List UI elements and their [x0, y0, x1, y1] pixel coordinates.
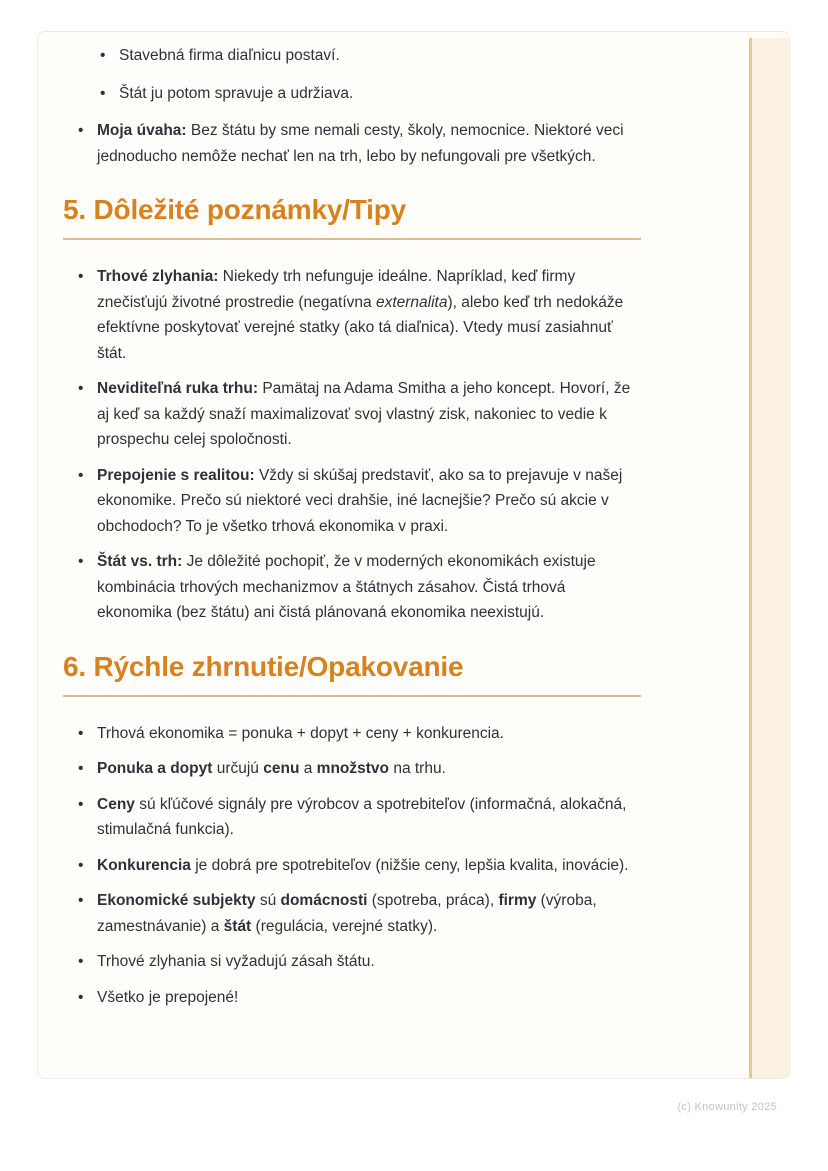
text-segment: Prepojenie s realitou: [97, 466, 255, 484]
text-segment: Niekedy trh nefunguje ideálne. Napríklad, keď firmy znečisťujú životné prostredie (negatívna [97, 268, 576, 311]
text-segment: (regulácia, verejné statky). [251, 917, 438, 935]
list-item [63, 853, 641, 879]
list-item [63, 985, 641, 1011]
text-segment: Ponuka a dopyt [97, 760, 213, 777]
list-item [63, 118, 641, 169]
copyright-footer: (c) Knowunity 2025 [677, 1101, 777, 1113]
text-segment: určujú [212, 760, 264, 777]
text-segment: (spotreba, práca), [367, 892, 499, 909]
list-item [85, 43, 641, 69]
list-item [63, 949, 641, 975]
text-segment: cenu [263, 760, 300, 777]
list-item [63, 376, 641, 453]
list-item [63, 264, 641, 366]
list-item [85, 81, 641, 107]
list-item [63, 888, 641, 939]
text-segment: sú [255, 892, 281, 909]
section-divider [63, 695, 641, 697]
text-segment: množstvo [316, 760, 390, 777]
text-segment: je dobrá pre spotrebiteľov (nižšie ceny, lepšia kvalita, inovácie). [190, 856, 629, 874]
text-segment: Neviditeľná ruka trhu: [97, 380, 259, 397]
text-segment: štát [223, 917, 252, 935]
text-segment: na trhu. [389, 760, 446, 777]
text-segment: Všetko je prepojené! [97, 988, 239, 1006]
text-segment: externalita [375, 293, 448, 311]
list-item [63, 756, 641, 782]
text-segment: Pamätaj na Adama Smitha a jeho koncept. Hovorí, že aj keď sa každý snaží maximalizovať svoj vlastný zisk, nakoniec to vedie k prospechu celej spoločnosti. [97, 380, 631, 448]
page-edge-strip [749, 38, 789, 1078]
text-segment: Stavebná firma diaľnicu postaví. [119, 47, 340, 64]
text-segment: Konkurencia [97, 856, 191, 874]
text-segment: Bez štátu by sme nemali cesty, školy, nemocnice. Niektoré veci jednoducho nemôže nechať len na trh, lebo by nefungovali pre všetkých. [97, 122, 624, 165]
section-heading: 6. Rýchle zhrnutie/Opakovanie [63, 650, 464, 682]
section-divider [63, 238, 641, 240]
section-summary [63, 650, 641, 1011]
section-tips [63, 193, 641, 626]
document-content [63, 43, 641, 1020]
section-heading: 5. Dôležité poznámky/Tipy [63, 194, 407, 225]
text-segment: domácnosti [280, 892, 368, 909]
text-segment: Trhové zlyhania si vyžadujú zásah štátu. [97, 953, 375, 970]
text-segment: Vždy si skúšaj predstaviť, ako sa to prejavuje v našej ekonomike. Prečo sú niektoré veci drahšie, iné lacnejšie? Prečo sú akcie v obchodoch? To je všetko trhová ekonomika v praxi. [97, 466, 623, 535]
text-segment: a [299, 760, 317, 777]
text-segment: sú kľúčové signály pre výrobcov a spotrebiteľov (informačná, alokačná, stimulačná funkcia). [97, 795, 627, 838]
text-segment: Trhové zlyhania: [97, 268, 219, 285]
text-segment: Trhová ekonomika = ponuka + dopyt + ceny + konkurencia. [97, 724, 504, 742]
list-item [63, 549, 641, 626]
text-segment: firmy [498, 892, 537, 909]
tips-list [63, 264, 641, 626]
text-segment: (výroba, zamestnávanie) a [97, 892, 597, 935]
list-item [63, 792, 641, 843]
text-segment: Moja úvaha: [97, 122, 187, 139]
text-segment: Štát vs. trh: [97, 553, 183, 570]
intro-list [63, 118, 641, 169]
text-segment: Ekonomické subjekty [97, 892, 256, 909]
text-segment: Ceny [97, 795, 135, 813]
text-segment: ), alebo keď trh nedokáže efektívne poskytovať verejné statky (ako tá diaľnica). Vtedy musí zasiahnuť štát. [97, 293, 624, 362]
intro-sub-list [85, 43, 641, 106]
text-segment: Je dôležité pochopiť, že v moderných ekonomikách existuje kombinácia trhových mechanizmov a štátnych zásahov. Čistá trhová ekonomika (bez štátu) ani čistá plánovaná ekonomika neexistujú. [97, 553, 596, 621]
text-segment: Štát ju potom spravuje a udržiava. [119, 84, 354, 102]
list-item [63, 721, 641, 747]
summary-list [63, 721, 641, 1011]
list-item [63, 463, 641, 540]
document-page [37, 31, 790, 1079]
